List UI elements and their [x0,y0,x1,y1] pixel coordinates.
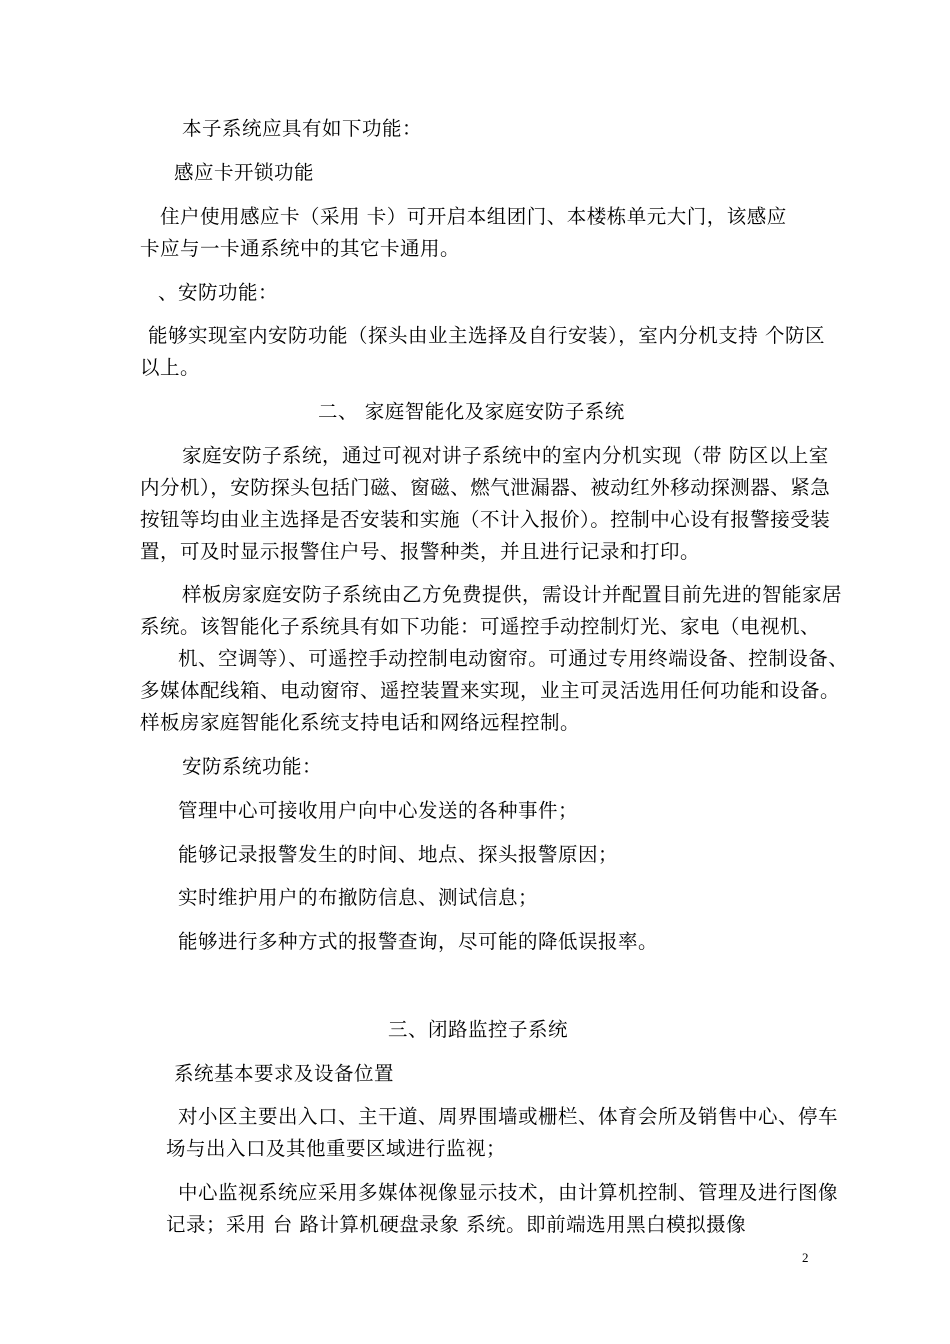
section-heading: 三、闭路监控子系统 [388,1018,569,1041]
paragraph-line: 家庭安防子系统，通过可视对讲子系统中的室内分机实现（带 防区以上室 [182,444,829,467]
section-heading: 二、 家庭智能化及家庭安防子系统 [318,400,625,423]
paragraph-line: 机、空调等）、可遥控手动控制电动窗帘。可通过专用终端设备、控制设备、 [178,647,849,670]
paragraph-line: 按钮等均由业主选择是否安装和实施（不计入报价）。控制中心设有报警接受装 [140,508,831,531]
paragraph-line: 以上。 [140,356,201,379]
paragraph-line: 多媒体配线箱、电动窗帘、遥控装置来实现，业主可灵活选用任何功能和设备。 [140,679,841,702]
paragraph-line: 能够实现室内安防功能（探头由业主选择及自行安装），室内分机支持 个防区 [148,324,825,347]
list-item: 中心监视系统应采用多媒体视像显示技术，由计算机控制、管理及进行图像 [178,1181,839,1204]
list-item: 对小区主要出入口、主干道、周界围墙或栅栏、体育会所及销售中心、停车 [178,1105,839,1128]
paragraph-line: 系统。该智能化子系统具有如下功能：可遥控手动控制灯光、家电（电视机、 [140,615,821,638]
section-heading-line: 、安防功能： [158,281,279,304]
paragraph-line: 本子系统应具有如下功能： [182,117,423,140]
list-item-continuation: 记录；采用 台 路计算机硬盘录象 系统。即前端选用黑白模拟摄像 [166,1213,747,1236]
paragraph-line: 住户使用感应卡（采用 卡）可开启本组团门、本楼栋单元大门，该感应 [160,205,787,228]
page-number: 2 [802,1250,809,1265]
paragraph-line: 样板房家庭安防子系统由乙方免费提供，需设计并配置目前先进的智能家居 [182,583,843,606]
paragraph-line: 内分机），安防探头包括门磁、窗磁、燃气泄漏器、被动红外移动探测器、紧急 [140,476,831,499]
list-item: 能够记录报警发生的时间、地点、探头报警原因； [178,843,619,866]
section-heading-line: 感应卡开锁功能 [174,161,315,184]
list-item-continuation: 场与出入口及其他重要区域进行监视； [166,1137,507,1160]
paragraph-line: 置，可及时显示报警住户号、报警种类，并且进行记录和打印。 [140,540,701,563]
paragraph-line: 卡应与一卡通系统中的其它卡通用。 [140,237,461,260]
paragraph-line: 样板房家庭智能化系统支持电话和网络远程控制。 [140,711,581,734]
section-heading-line: 系统基本要求及设备位置 [174,1062,395,1085]
list-item: 实时维护用户的布撤防信息、测试信息； [178,886,539,909]
list-item: 管理中心可接收用户向中心发送的各种事件； [178,799,579,822]
paragraph-line: 安防系统功能： [182,755,323,778]
list-item: 能够进行多种方式的报警查询，尽可能的降低误报率。 [178,930,659,953]
